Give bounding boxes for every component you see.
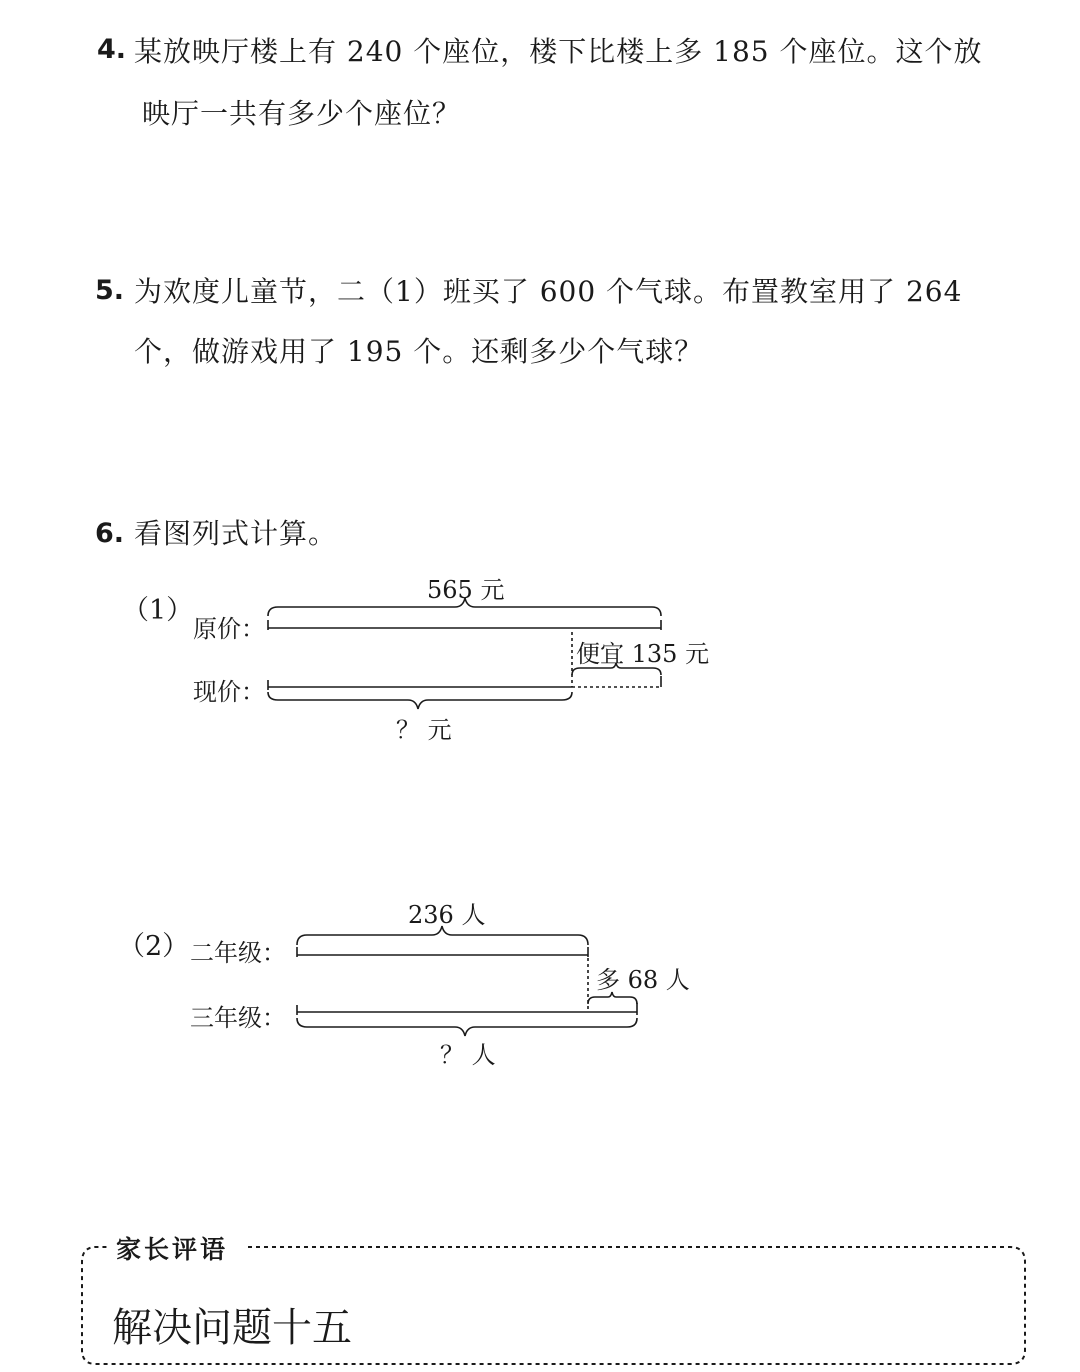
part-1-row-current-price: 现价： — [193, 678, 265, 706]
part-2-label: （2） — [118, 931, 190, 962]
question-4-line-1: 某放映厅楼上有 240 个座位，楼下比楼上多 185 个座位。这个放 — [134, 35, 983, 68]
part-1-label: （1） — [122, 595, 194, 626]
part-1-top-brace — [268, 598, 661, 616]
question-5-line-2: 个，做游戏用了 195 个。还剩多少个气球？ — [134, 335, 704, 368]
part-2-top-brace — [297, 926, 588, 945]
part-1-bottom-brace — [268, 692, 572, 709]
part-1-diff-value: 便宜 135 元 — [576, 640, 710, 668]
question-6-number: 6. — [95, 518, 125, 549]
worksheet-title: 解决问题十五 — [112, 1305, 352, 1351]
question-4-line-2: 映厅一共有多少个座位？ — [142, 97, 462, 130]
part-2-bottom-value: ？ 人 — [440, 1041, 496, 1069]
part-2-diff-value: 多 68 人 — [596, 966, 690, 994]
part-1-bottom-value: ？ 元 — [396, 716, 452, 744]
parent-comment-label: 家长评语 — [112, 1230, 232, 1266]
part-2-top-value: 236 人 — [408, 901, 486, 929]
question-5-line-1: 为欢度儿童节，二（1）班买了 600 个气球。布置教室用了 264 — [134, 275, 963, 308]
part-2-row-grade-2: 二年级： — [190, 939, 286, 967]
part-2-extra-brace — [588, 992, 637, 1004]
part-2-row-grade-3: 三年级： — [190, 1004, 286, 1032]
question-5-number: 5. — [95, 275, 125, 306]
part-2-bottom-brace — [297, 1018, 637, 1036]
part-1-discount-brace — [572, 663, 661, 675]
part-1-top-value: 565 元 — [427, 576, 505, 604]
question-4-number: 4. — [97, 34, 127, 65]
part-1-row-original-price: 原价： — [193, 615, 265, 643]
question-6-text: 看图列式计算。 — [134, 517, 338, 550]
